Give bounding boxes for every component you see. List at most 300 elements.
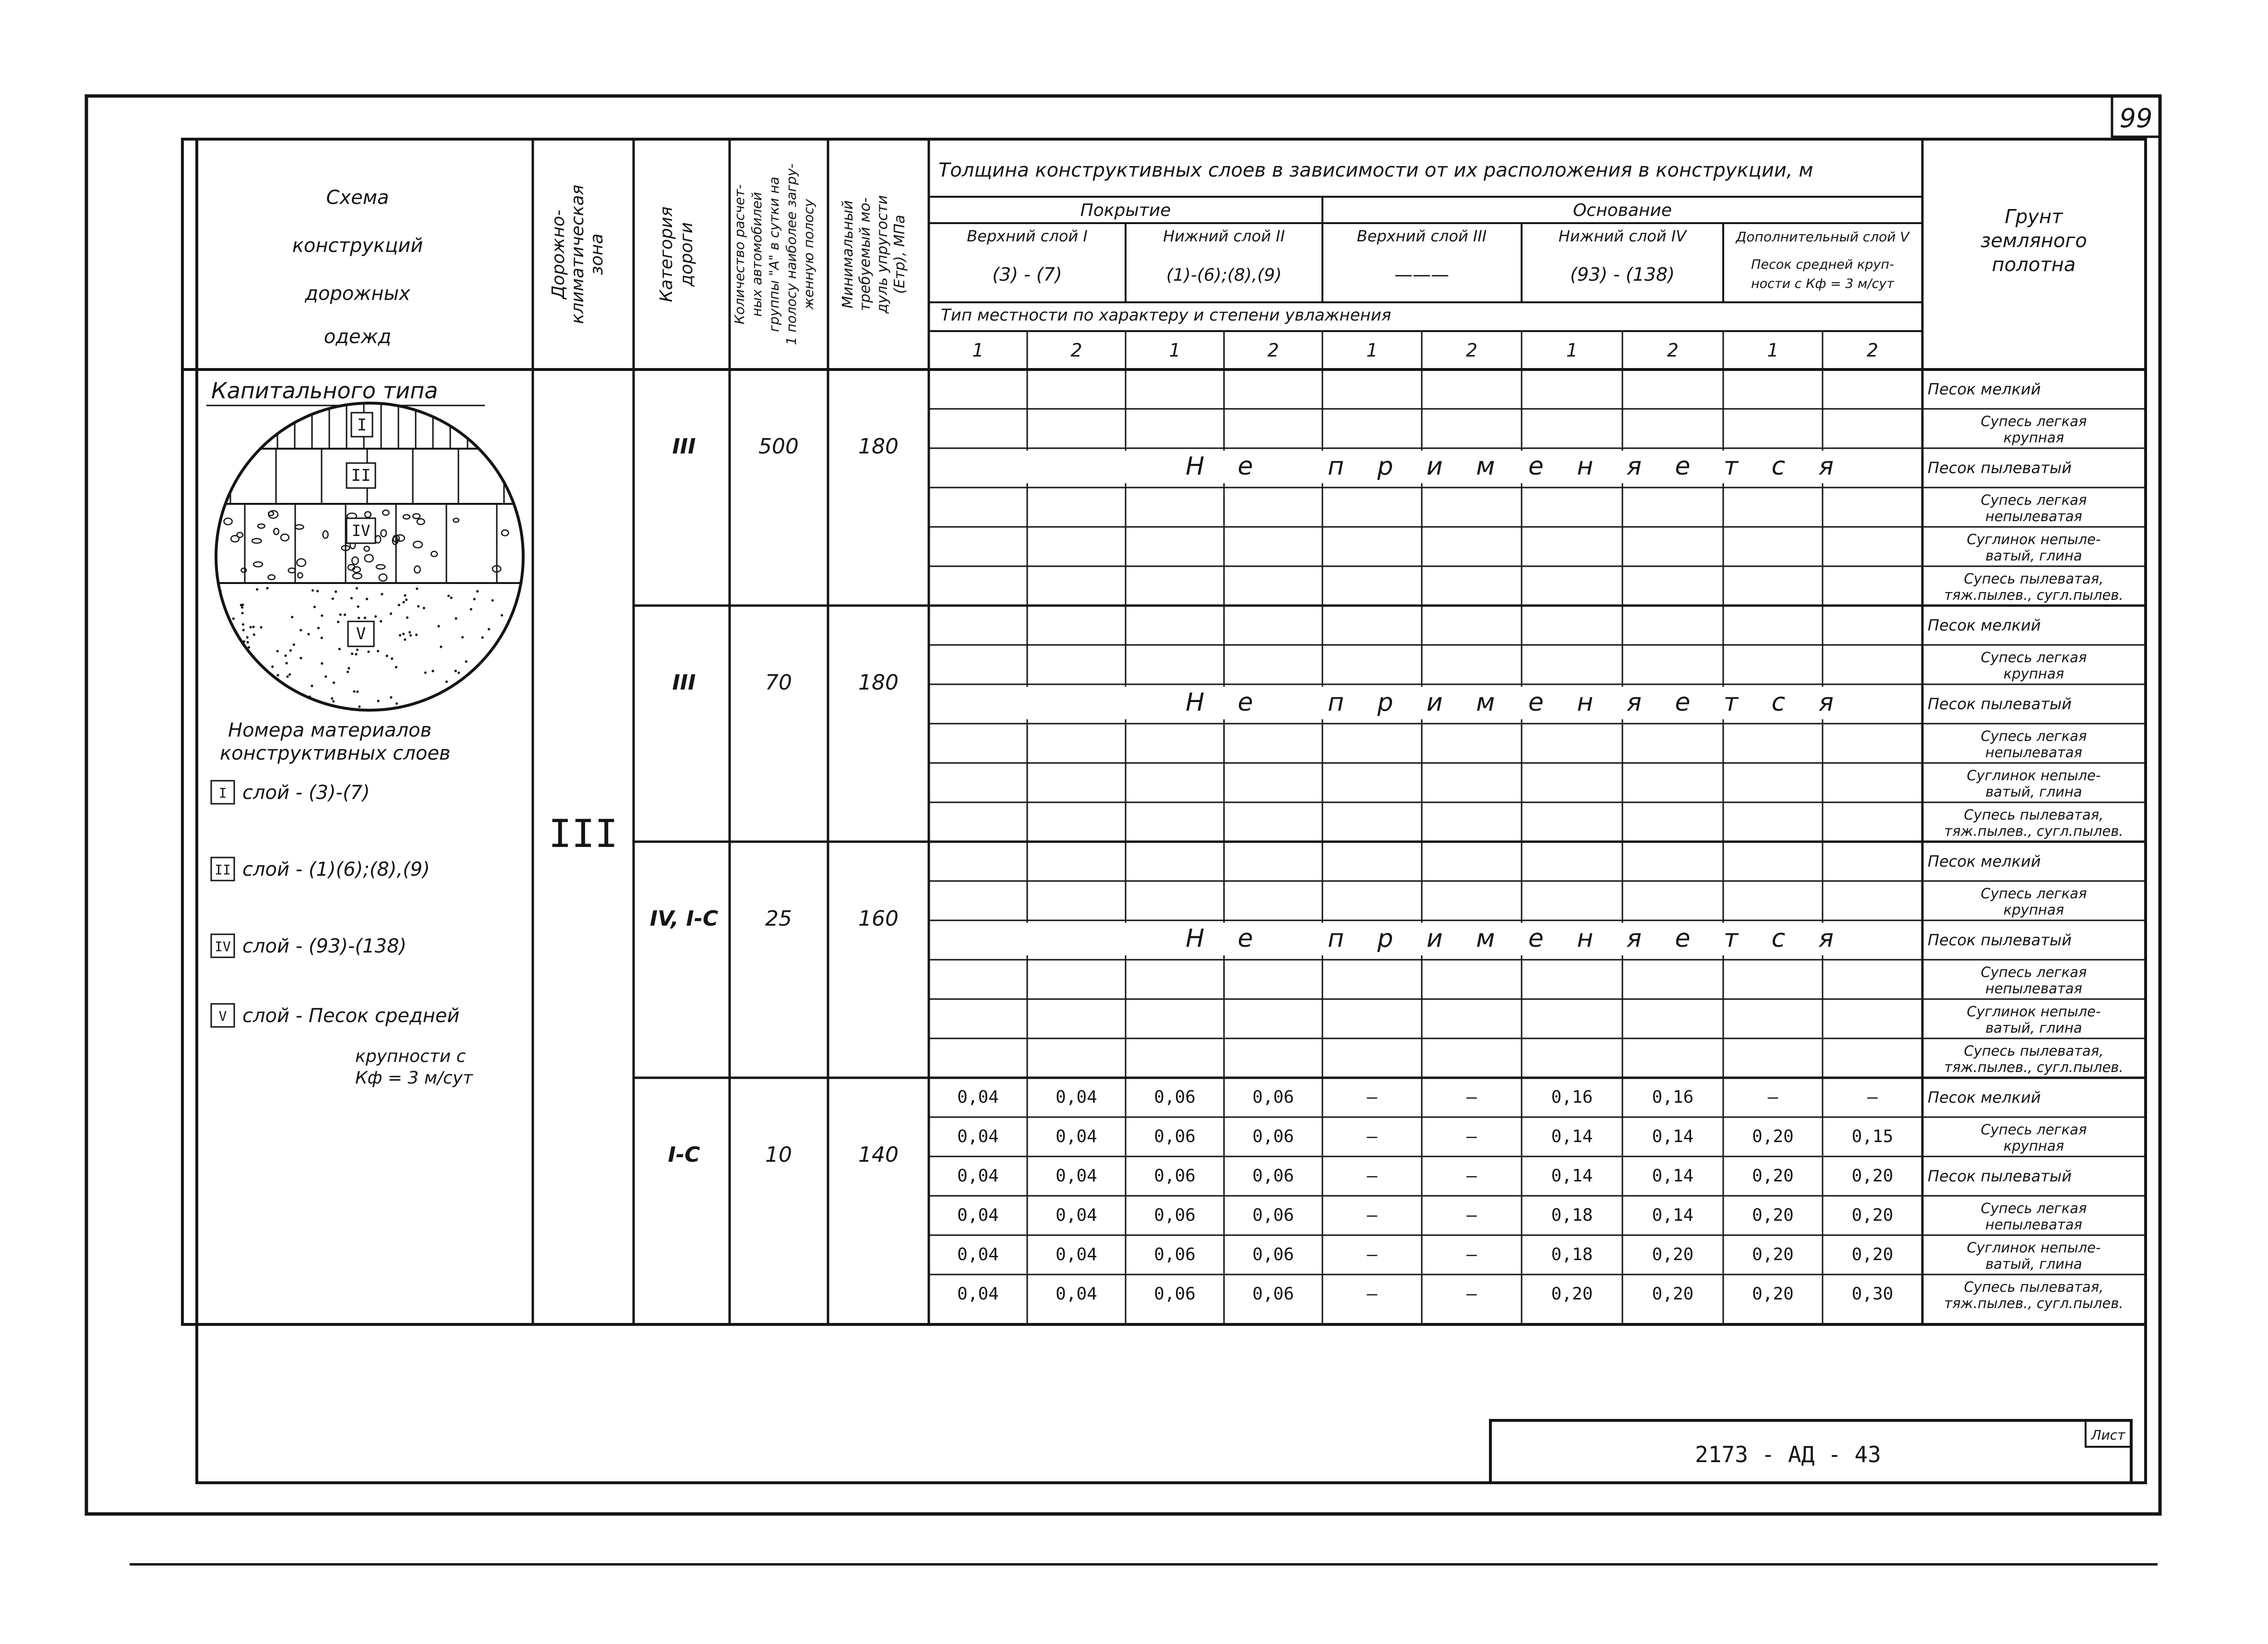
sand-dot: [242, 629, 245, 631]
sand-dot: [457, 671, 460, 674]
thickness-cell: 0,04: [1056, 1205, 1097, 1225]
sub-column-number: 1: [1366, 340, 1378, 361]
sand-dot: [374, 615, 377, 618]
sand-dot: [241, 612, 244, 614]
sand-dot: [486, 667, 488, 669]
legend-title-1: Номера материалов: [228, 719, 432, 741]
table-header: [292, 159, 2087, 348]
soil-label: крупная: [2003, 1138, 2064, 1154]
soil-label: Песок мелкий: [1928, 1088, 2041, 1107]
sand-dot: [398, 604, 400, 606]
sand-dot: [366, 598, 368, 600]
thickness-cell: 0,20: [1851, 1166, 1894, 1186]
thickness-cell: —: [1466, 1245, 1477, 1264]
sand-dot: [390, 612, 392, 615]
coating-title: Покрытие: [1080, 201, 1171, 220]
sand-dot: [276, 650, 278, 652]
sand-dot: [219, 616, 221, 619]
sand-dot: [486, 673, 488, 676]
thickness-cell: 0,06: [1252, 1127, 1294, 1146]
sand-dot: [286, 675, 288, 678]
sub-column-number: 1: [1767, 340, 1779, 361]
layer-1-material: (3) - (7): [992, 264, 1062, 285]
layer-2-title: Нижний слой II: [1163, 227, 1285, 245]
soil-label: непылеватая: [1985, 744, 2083, 761]
sand-dot: [286, 662, 288, 664]
soil-label: тяж.пылев., сугл.пылев.: [1944, 587, 2124, 603]
thickness-cell: 0,04: [957, 1205, 999, 1225]
layer-5-material-2: ности с Кф = 3 м/сут: [1751, 276, 1895, 291]
sand-dot: [339, 613, 342, 616]
sand-dot: [316, 590, 319, 592]
sand-dot: [399, 634, 401, 636]
layer-4-title: Нижний слой IV: [1558, 227, 1687, 245]
sand-dot: [465, 660, 468, 663]
sand-dot: [404, 594, 406, 596]
sand-dot: [512, 682, 514, 685]
title-block: [1490, 1420, 2131, 1483]
sand-dot: [347, 671, 349, 673]
thickness-cell: —: [1367, 1127, 1378, 1146]
thickness-cell: —: [1367, 1284, 1378, 1304]
sand-dot: [402, 632, 405, 635]
thickness-cell: 0,04: [1056, 1284, 1097, 1304]
group-modulus: 140: [858, 1143, 899, 1167]
legend-text: слой - (1)(6);(8),(9): [242, 858, 430, 881]
thickness-cell: 0,06: [1154, 1127, 1196, 1146]
circle-label-IV: [347, 518, 375, 543]
sand-dot: [381, 593, 383, 596]
sand-dot: [313, 606, 316, 608]
soil-label: непылеватая: [1985, 980, 2083, 997]
page-number: 99: [2119, 103, 2153, 133]
thickness-cell: 0,06: [1154, 1284, 1196, 1304]
sand-dot: [321, 662, 323, 665]
thickness-cell: —: [1466, 1284, 1477, 1304]
sand-dot: [300, 629, 302, 631]
soil-label: непылеватая: [1985, 508, 2083, 524]
thickness-cell: 0,14: [1652, 1166, 1694, 1186]
traffic-header-1: Количество расчет-: [732, 184, 747, 324]
layer-2-material: (1)-(6);(8),(9): [1166, 265, 1282, 285]
circle-background: [211, 398, 528, 715]
soil-label: Песок пылеватый: [1928, 459, 2072, 477]
legend-text: слой - (3)-(7): [242, 782, 370, 804]
category-groups: [650, 434, 1920, 1167]
sub-column-number: 2: [1465, 340, 1478, 361]
zone-value: III: [548, 811, 618, 856]
sand-dot: [358, 617, 360, 619]
soil-label: тяж.пылев., сугл.пылев.: [1944, 1295, 2124, 1311]
sand-dot: [493, 669, 495, 672]
modulus-header-4: (Eтр), МПа: [891, 214, 908, 294]
sand-dot: [230, 629, 233, 631]
soil-header-2: земляного: [1980, 230, 2087, 252]
terrain-title: Тип местности по характеру и степени увлажнения: [941, 306, 1392, 325]
circle-label-II: [347, 463, 375, 488]
sand-dot: [446, 698, 449, 700]
sand-dot: [240, 604, 242, 606]
sand-dot: [417, 605, 420, 608]
sand-dot: [437, 625, 440, 627]
sand-dot: [424, 671, 427, 674]
soil-label: Суглинок непыле-: [1967, 767, 2101, 784]
group-traffic: 25: [765, 906, 792, 931]
sand-dot: [289, 649, 292, 652]
soil-label: крупная: [2003, 902, 2064, 918]
thickness-cell: 0,20: [1752, 1245, 1794, 1264]
materials-legend: [211, 719, 473, 1088]
thickness-cell: 0,20: [1652, 1245, 1694, 1264]
sand-dot: [338, 648, 341, 650]
layer-5-material-1: Песок средней круп-: [1751, 257, 1894, 272]
sand-dot: [510, 691, 512, 694]
sand-dot: [256, 673, 258, 676]
sand-dot: [390, 696, 392, 699]
sand-dot: [356, 691, 359, 693]
thickness-cell: 0,06: [1252, 1087, 1294, 1107]
soil-label: Песок пылеватый: [1928, 931, 2072, 949]
sub-column-number: 1: [972, 340, 984, 361]
sand-dot: [284, 655, 287, 657]
thickness-cell: —: [1867, 1087, 1878, 1107]
sand-dot: [305, 706, 308, 709]
sand-dot: [450, 596, 453, 599]
sand-dot: [395, 666, 397, 668]
sand-dot: [332, 700, 335, 703]
group-modulus: 160: [858, 906, 899, 931]
sand-dot: [509, 648, 512, 651]
modulus-header-3: дуль упругости: [874, 195, 891, 314]
soil-label: Супесь легкая: [1980, 964, 2087, 980]
thickness-cell: 0,20: [1752, 1166, 1794, 1186]
thickness-cell: —: [1767, 1087, 1778, 1107]
soil-label: Суглинок непыле-: [1967, 531, 2101, 548]
thickness-cell: 0,04: [957, 1127, 999, 1146]
sand-dot: [224, 654, 226, 656]
sand-dot: [333, 681, 335, 684]
sand-dot: [377, 700, 379, 702]
thickness-cell: 0,20: [1752, 1127, 1794, 1146]
scheme-title-2: конструкций: [292, 235, 423, 257]
sand-dot: [475, 677, 478, 679]
sand-dot: [254, 674, 256, 677]
traffic-header-2: ных автомобилей: [749, 191, 765, 317]
thickness-cell: —: [1466, 1127, 1477, 1146]
layer-5-title: Дополнительный слой V: [1736, 229, 1909, 245]
thickness-cell: 0,06: [1252, 1284, 1294, 1304]
traffic-header-3: группы "А" в сутки на: [766, 177, 782, 332]
sand-dot: [324, 675, 327, 678]
sand-dot: [380, 620, 382, 622]
sand-dot: [332, 597, 334, 600]
sand-dot: [445, 680, 448, 683]
sand-dot: [415, 633, 418, 636]
sand-dot: [350, 597, 353, 599]
sand-dot: [440, 645, 442, 648]
category-header-1: Категория: [657, 206, 676, 302]
sand-dot: [321, 637, 323, 639]
thickness-cell: —: [1466, 1205, 1477, 1225]
traffic-header: [732, 164, 816, 345]
sand-dot: [367, 651, 370, 653]
scheme-title-3: дорожных: [305, 283, 410, 305]
sand-dot: [307, 633, 310, 635]
sand-dot: [490, 655, 492, 657]
sand-dot: [461, 636, 464, 638]
group-traffic: 500: [758, 434, 799, 459]
thickness-cell: 0,16: [1652, 1087, 1694, 1107]
pavement-section-circle: [211, 398, 528, 715]
soil-label: Супесь пылеватая,: [1964, 571, 2104, 587]
sand-dot: [358, 705, 360, 708]
sand-dot: [492, 599, 494, 602]
group-note: Не применяется: [1186, 452, 1834, 481]
sand-dot: [242, 623, 244, 626]
sand-dot: [406, 616, 408, 619]
sand-dot: [311, 685, 313, 687]
soil-label: Супесь пылеватая,: [1964, 1279, 2104, 1295]
sand-dot: [355, 653, 357, 655]
soil-label: Супесь легкая: [1980, 413, 2087, 429]
sand-dot: [501, 614, 503, 617]
soil-label: ватый, глина: [1985, 1020, 2082, 1036]
thickness-cell: 0,20: [1551, 1284, 1593, 1304]
sand-dot: [331, 697, 333, 700]
sand-dot: [216, 704, 218, 706]
thickness-cell: 0,18: [1551, 1205, 1593, 1225]
sand-dot: [386, 655, 388, 657]
layer-3-material: ———: [1394, 264, 1449, 285]
sand-dot: [408, 631, 411, 633]
thickness-cell: —: [1367, 1205, 1378, 1225]
soil-label: ватый, глина: [1985, 548, 2082, 564]
thickness-cell: 0,20: [1652, 1284, 1694, 1304]
sand-dot: [266, 587, 268, 589]
sand-dot: [416, 587, 418, 590]
sand-dot: [455, 617, 457, 619]
sand-dot: [473, 598, 476, 600]
legend-number: V: [218, 1008, 227, 1024]
soil-label: крупная: [2003, 666, 2064, 682]
sand-dot: [250, 626, 252, 628]
sand-dot: [497, 661, 500, 663]
thickness-cell: —: [1466, 1166, 1477, 1186]
sand-dot: [231, 631, 233, 633]
sand-dot: [357, 606, 360, 608]
sand-dot: [246, 636, 249, 639]
sand-dot: [353, 690, 355, 692]
group-category: III: [672, 434, 696, 459]
sand-dot: [335, 590, 337, 593]
scheme-title-4: одежд: [324, 326, 392, 348]
thickness-cell: 0,14: [1652, 1127, 1694, 1146]
sand-dot: [224, 646, 226, 649]
sand-dot: [291, 616, 293, 618]
legend-extra-2: Кф = 3 м/сут: [355, 1068, 473, 1088]
scheme-title-1: Схема: [326, 187, 389, 209]
legend-number: I: [218, 785, 227, 801]
soil-label: Суглинок непыле-: [1967, 1239, 2101, 1256]
sand-dot: [267, 682, 269, 684]
soil-label: крупная: [2003, 429, 2064, 446]
thickness-cell: —: [1367, 1087, 1378, 1107]
thickness-cell: 0,06: [1154, 1087, 1196, 1107]
group-modulus: 180: [858, 434, 899, 459]
legend-text: слой - (93)-(138): [242, 935, 407, 957]
sand-dot: [220, 608, 223, 611]
soil-label: Супесь пылеватая,: [1964, 1043, 2104, 1059]
sand-dot: [255, 672, 258, 674]
modulus-header-2: требуемый мо-: [857, 197, 874, 311]
legend-text: слой - Песок средней: [242, 1005, 460, 1027]
group-note: Не применяется: [1186, 688, 1834, 717]
sub-column-numbers: [972, 340, 1878, 361]
thickness-cell: 0,04: [957, 1245, 999, 1264]
sub-column-number: 2: [1866, 340, 1879, 361]
sub-column-number: 1: [1566, 340, 1578, 361]
soil-label: Песок мелкий: [1928, 616, 2041, 634]
sand-dot: [226, 633, 228, 636]
sub-column-number: 1: [1169, 340, 1181, 361]
group-traffic: 10: [765, 1143, 792, 1167]
sand-dot: [288, 673, 291, 676]
soil-labels: [1928, 380, 2124, 1311]
sand-dot: [288, 701, 291, 703]
sand-dot: [321, 614, 323, 617]
zone-header: [549, 185, 607, 324]
group-traffic: 70: [765, 670, 792, 695]
circle-label-V-text: V: [356, 624, 366, 643]
sand-dot: [432, 670, 434, 672]
sand-dot: [356, 587, 358, 589]
thickness-cell: 0,20: [1752, 1205, 1794, 1225]
sand-dot: [396, 703, 398, 705]
circle-label-I: [351, 413, 372, 437]
sand-dot: [317, 627, 320, 629]
soil-header-1: Грунт: [2004, 206, 2063, 228]
thickness-cell: 0,20: [1851, 1245, 1894, 1264]
soil-label: Супесь легкая: [1980, 1121, 2087, 1138]
soil-label: Суглинок непыле-: [1967, 1003, 2101, 1020]
sub-column-number: 2: [1267, 340, 1279, 361]
thickness-cell: —: [1367, 1166, 1378, 1186]
sand-dot: [377, 650, 379, 652]
modulus-header: [840, 195, 908, 314]
soil-label: Песок мелкий: [1928, 380, 2041, 398]
sand-dot: [364, 617, 366, 619]
thickness-cell: 0,04: [1056, 1245, 1097, 1264]
legend-extra-1: крупности с: [355, 1047, 466, 1066]
group-category: I-С: [668, 1143, 700, 1167]
group-category: IV, I-С: [649, 906, 719, 931]
traffic-header-4: 1 полосу наиболее загру-: [783, 163, 799, 345]
sand-dot: [488, 628, 490, 631]
sand-dot: [260, 626, 263, 629]
legend-number: IV: [215, 939, 231, 954]
soil-label: Песок мелкий: [1928, 852, 2041, 870]
thickness-cell: 0,06: [1154, 1245, 1196, 1264]
sand-dot: [405, 598, 408, 601]
sand-dot: [215, 645, 217, 647]
circle-label-V: [348, 621, 374, 646]
sand-dot: [215, 641, 217, 643]
soil-label: ватый, глина: [1985, 1256, 2082, 1272]
group-note: Не применяется: [1186, 924, 1834, 953]
sand-dot: [232, 618, 235, 620]
thickness-cell: 0,04: [957, 1166, 999, 1186]
soil-header-3: полотна: [1992, 254, 2076, 276]
thickness-cell: 0,04: [1056, 1127, 1097, 1146]
thickness-cell: 0,06: [1252, 1205, 1294, 1225]
sand-dot: [488, 667, 491, 669]
thickness-cell: 0,14: [1551, 1127, 1593, 1146]
thickness-title: Толщина конструктивных слоев в зависимости от их расположения в конструкции, м: [938, 159, 1813, 181]
zone-header-3: зона: [587, 233, 607, 275]
drawing-code: 2173 - АД - 43: [1695, 1441, 1881, 1467]
soil-label: Песок пылеватый: [1928, 1167, 2072, 1185]
sand-dot: [481, 636, 484, 639]
circle-label-IV-text: IV: [351, 522, 371, 540]
legend-items: [211, 781, 459, 1027]
soil-label: Песок пылеватый: [1928, 695, 2072, 713]
sand-dot: [404, 638, 406, 641]
sheet-label: Лист: [2091, 1427, 2125, 1443]
legend-title-2: конструктивных слоев: [220, 742, 451, 764]
circle-label-II-text: II: [351, 466, 371, 485]
layer-3-title: Верхний слой III: [1356, 227, 1487, 245]
category-header: [657, 206, 696, 302]
sand-dot: [348, 667, 350, 669]
thickness-cell: 0,04: [1056, 1166, 1097, 1186]
traffic-header-5: женную полосу: [801, 199, 816, 310]
thickness-cell: 0,04: [957, 1087, 999, 1107]
soil-label: тяж.пылев., сугл.пылев.: [1944, 1059, 2124, 1075]
sand-dot: [300, 657, 302, 659]
soil-label: Супесь легкая: [1980, 492, 2087, 508]
sub-column-number: 2: [1667, 340, 1679, 361]
thickness-cell: 0,14: [1652, 1205, 1694, 1225]
thickness-cell: —: [1367, 1245, 1378, 1264]
layer-4-material: (93) - (138): [1570, 264, 1675, 285]
thickness-cell: 0,30: [1851, 1284, 1894, 1304]
sand-dot: [510, 660, 513, 662]
sand-dot: [351, 653, 353, 655]
soil-label: Супесь легкая: [1980, 1200, 2087, 1216]
sand-dot: [402, 601, 405, 603]
sand-dot: [276, 674, 279, 676]
thickness-cell: 0,06: [1252, 1166, 1294, 1186]
circle-label-I-text: I: [357, 416, 367, 435]
sand-dot: [447, 595, 450, 597]
sand-dot: [468, 676, 471, 678]
sand-dot: [246, 641, 249, 643]
soil-label: ватый, глина: [1985, 784, 2082, 800]
modulus-header-1: Минимальный: [840, 200, 856, 309]
sand-dot: [221, 624, 223, 626]
sand-dot: [233, 676, 236, 678]
sand-dot: [344, 614, 346, 616]
sand-dot: [473, 706, 476, 708]
scheme-type-title: Капитального типа: [211, 378, 438, 404]
thickness-cell: 0,15: [1851, 1127, 1894, 1146]
soil-label: Супесь пылеватая,: [1964, 807, 2104, 823]
group-category: III: [672, 670, 696, 695]
thickness-cell: 0,06: [1252, 1245, 1294, 1264]
soil-label: Супесь легкая: [1980, 649, 2087, 666]
thickness-cell: —: [1466, 1087, 1477, 1107]
soil-label: Супесь легкая: [1980, 728, 2087, 744]
